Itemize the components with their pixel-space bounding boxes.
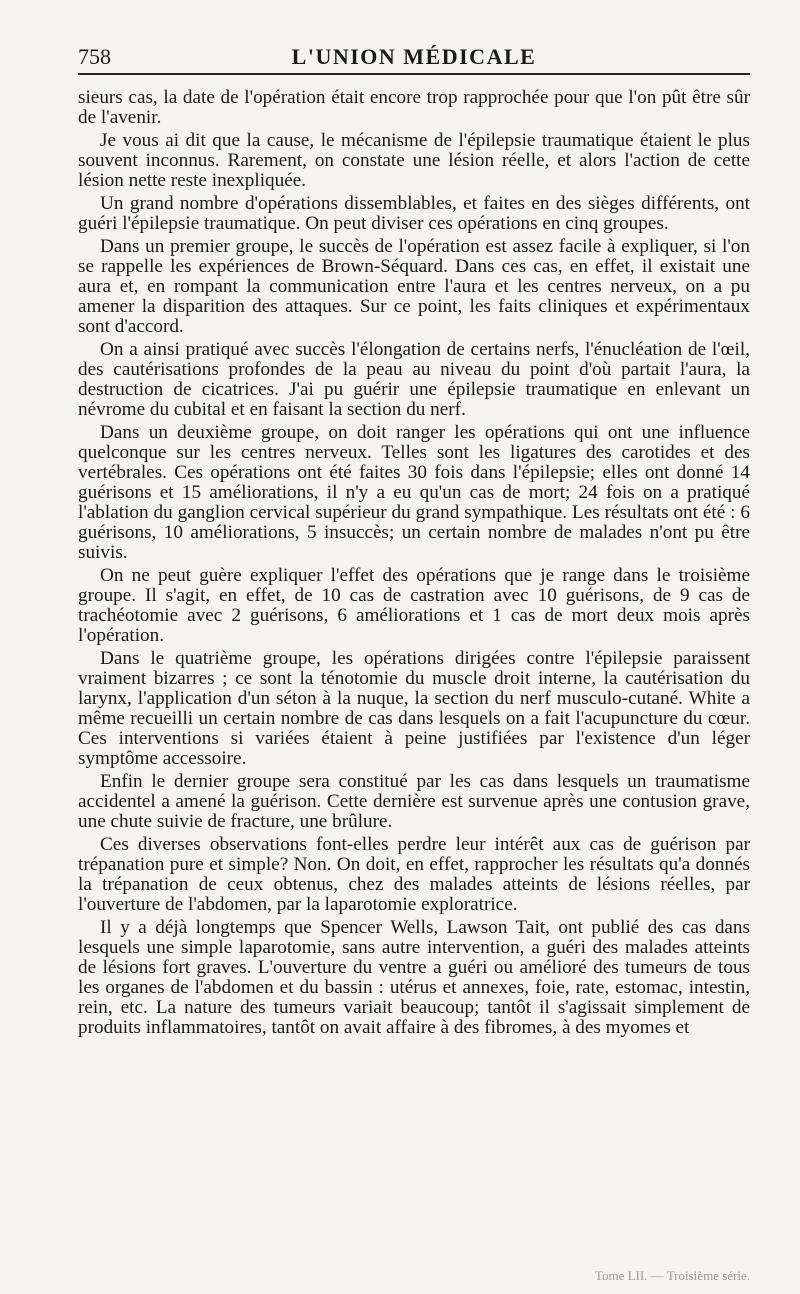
- paragraph-8: Dans le quatrième groupe, les opérations dirigées contre l'épilepsie paraissent vraiment bizarres ; ce sont la ténotomie du muscle droit interne, la cautérisation du larynx, l'application d'un séton à la nuque, la section du nerf musculo-cutané. White a même recueilli un certain nombre de cas dans lesquels on a fait l'acupuncture du cœur. Ces interventions si variées étaient à peine justifiées par l'existence d'un léger symptôme accessoire.: [78, 648, 750, 769]
- paragraph-1: sieurs cas, la date de l'opération était encore trop rapprochée pour que l'on pût être sûr de l'avenir.: [78, 87, 750, 128]
- paragraph-9: Enfin le dernier groupe sera constitué par les cas dans lesquels un traumatisme accidentel a amené la guérison. Cette dernière est survenue après une contusion grave, une chute suivie de fracture, une brûlure.: [78, 771, 750, 832]
- footer-series-mark: Tome LII. — Troisième série.: [594, 1268, 750, 1283]
- paragraph-3: Un grand nombre d'opérations dissemblables, et faites en des sièges différents, ont guéri l'épilepsie traumatique. On peut diviser ces opérations en cinq groupes.: [78, 193, 750, 234]
- journal-title: L'UNION MÉDICALE: [291, 44, 537, 69]
- paragraph-10: Ces diverses observations font-elles perdre leur intérêt aux cas de guérison par trépanation pure et simple? Non. On doit, en effet, rapprocher les résultats qu'a donnés la trépanation de ceux obtenus, chez des malades atteints de lésions réelles, par l'ouverture de l'abdomen, par la laparotomie exploratrice.: [78, 834, 750, 915]
- paragraph-5: On a ainsi pratiqué avec succès l'élongation de certains nerfs, l'énucléation de l'œil, des cautérisations profondes de la peau au niveau du point d'où partait l'aura, la destruction de cicatrices. J'ai pu guérir une épilepsie traumatique en enlevant un névrome du cubital et en faisant la section du nerf.: [78, 339, 750, 420]
- running-head: [78, 38, 750, 70]
- body-text: [78, 88, 750, 1041]
- paragraph-7: On ne peut guère expliquer l'effet des opérations que je range dans le troisième groupe. Il s'agit, en effet, de 10 cas de castration avec 10 guérisons, de 9 cas de trachéotomie avec 2 guérisons, 6 améliorations et 1 cas de mort deux mois après l'opération.: [78, 565, 750, 646]
- page-number: 758: [78, 44, 111, 69]
- paragraph-2: Je vous ai dit que la cause, le mécanisme de l'épilepsie traumatique étaient le plus souvent inconnus. Rarement, on constate une lésion réelle, et alors l'action de cette lésion nette reste inexpliquée.: [78, 130, 750, 191]
- paragraph-4: Dans un premier groupe, le succès de l'opération est assez facile à expliquer, si l'on se rappelle les expériences de Brown-Séquard. Dans ces cas, en effet, il existait une aura et, en rompant la communication entre l'aura et les centres nerveux, on a pu amener la disparition des attaques. Sur ce point, les faits cliniques et expérimentaux sont d'accord.: [78, 236, 750, 337]
- paragraph-11: Il y a déjà longtemps que Spencer Wells, Lawson Tait, ont publié des cas dans lesquels une simple laparotomie, sans autre intervention, a guéri des malades atteints de lésions fort graves. L'ouverture du ventre a guéri ou amélioré des tumeurs de tous les organes de l'abdomen et du bassin : utérus et annexes, foie, rate, estomac, intestin, rein, etc. La nature des tumeurs variait beaucoup; tantôt il s'agissait simplement de produits inflammatoires, tantôt on avait affaire à des fibromes, à des myomes et: [78, 917, 750, 1038]
- header-rule: [78, 73, 750, 75]
- paragraph-6: Dans un deuxième groupe, on doit ranger les opérations qui ont une influence quelconque sur les centres nerveux. Telles sont les ligatures des carotides et des vertébrales. Ces opérations ont été faites 30 fois dans l'épilepsie; elles ont donné 14 guérisons et 15 améliorations, il n'y a eu qu'un cas de mort; 24 fois on a pratiqué l'ablation du ganglion cervical supérieur du grand sympathique. Les résultats ont été : 6 guérisons, 10 améliorations, 5 insuccès; un certain nombre de malades n'ont pu être suivis.: [78, 422, 750, 563]
